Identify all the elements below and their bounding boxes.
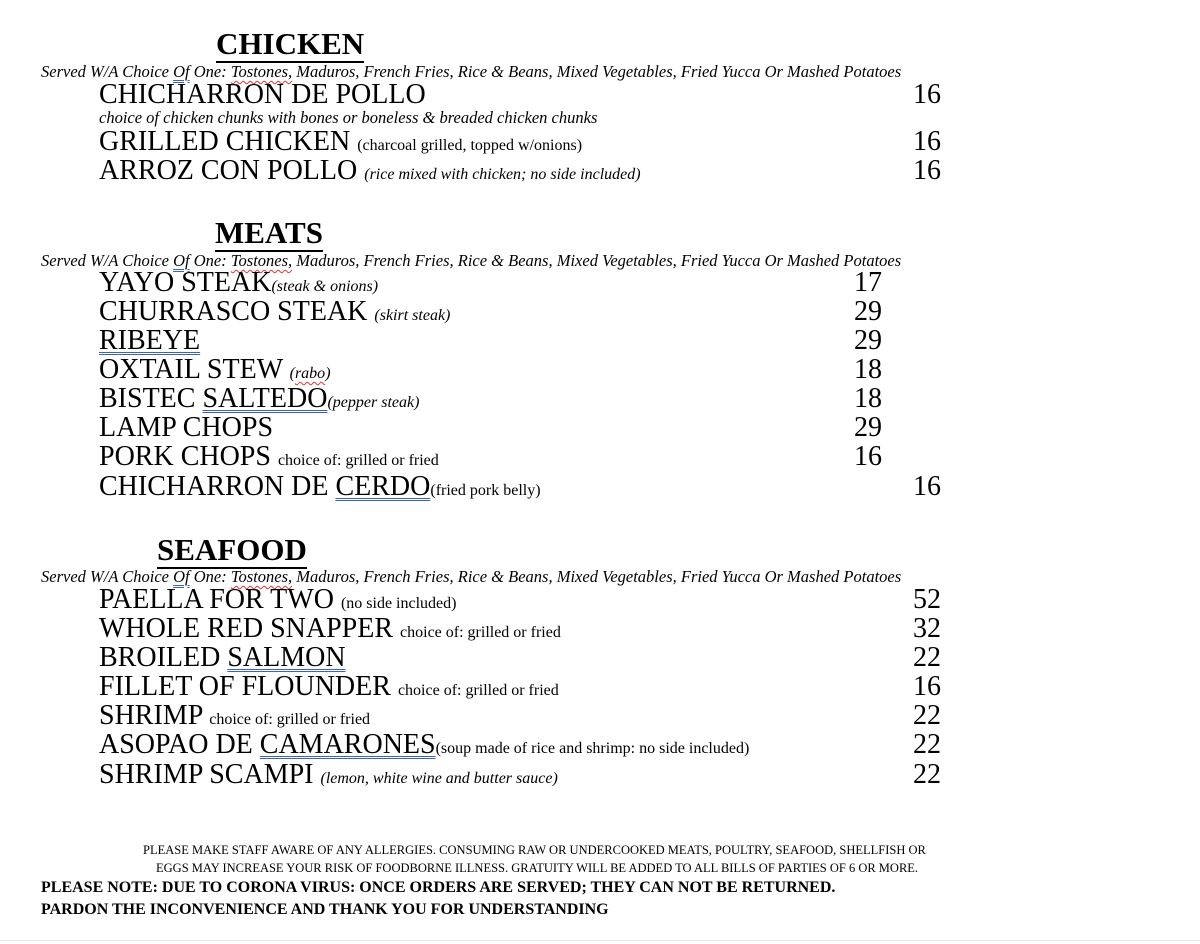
price-ribeye: 29 [854,325,882,356]
price-asopao-de-camarones: 22 [913,729,941,760]
menu-item-broiled-salmon: BROILED SALMON [99,642,346,673]
price-arroz-con-pollo: 16 [913,155,941,186]
menu-item-lamp-chops: LAMP CHOPS [99,412,274,443]
price-shrimp: 22 [913,700,941,731]
menu-item-ribeye: RIBEYE [99,325,201,356]
price-lamp-chops: 29 [854,412,882,443]
section-title-chicken: CHICKEN [216,26,365,61]
menu-item-oxtail-stew: OXTAIL STEW (rabo) [99,354,331,385]
menu-item-churrasco-steak: CHURRASCO STEAK (skirt steak) [99,296,451,327]
served-with-note-chicken: Served W/A Choice Of One: Tostones, Maduros, French Fries, Rice & Beans, Mixed Vegetables, Fried Yucca Or Mashed Potatoes [41,62,902,81]
price-chicharron-de-cerdo: 16 [913,471,941,502]
price-pork-chops: 16 [854,441,882,472]
price-fillet-of-flounder: 16 [913,671,941,702]
price-paella-for-two: 52 [913,584,941,615]
section-title-seafood: SEAFOOD [157,532,307,567]
menu-item-shrimp-scampi: SHRIMP SCAMPI (lemon, white wine and butter sauce) [99,759,558,790]
menu-item-bistec-saltedo: BISTEC SALTEDO(pepper steak) [99,383,420,414]
menu-item-whole-red-snapper: WHOLE RED SNAPPER choice of: grilled or fried [99,613,561,644]
menu-item-grilled-chicken: GRILLED CHICKEN (charcoal grilled, topped w/onions) [99,126,583,157]
price-oxtail-stew: 18 [854,354,882,385]
price-churrasco-steak: 29 [854,296,882,327]
price-bistec-saltedo: 18 [854,383,882,414]
menu-item-shrimp: SHRIMP choice of: grilled or fried [99,700,371,731]
served-with-note-meats: Served W/A Choice Of One: Tostones, Maduros, French Fries, Rice & Beans, Mixed Vegetables, Fried Yucca Or Mashed Potatoes [41,251,902,270]
menu-item-chicharron-de-pollo: CHICHARRON DE POLLO [99,79,426,110]
menu-item-fillet-of-flounder: FILLET OF FLOUNDER choice of: grilled or fried [99,671,559,702]
price-yayo-steak: 17 [854,267,882,298]
section-title-meats: MEATS [215,215,323,250]
menu-item-asopao-de-camarones: ASOPAO DE CAMARONES(soup made of rice and shrimp: no side included) [99,729,750,760]
allergy-notice-line-1: PLEASE MAKE STAFF AWARE OF ANY ALLERGIES. CONSUMING RAW OR UNDERCOOKED MEATS, POULTRY, SEAFOOD, SHELLFISH OR [143,843,926,857]
menu-item-yayo-steak: YAYO STEAK(steak & onions) [99,267,379,298]
page-bottom-divider [0,940,1200,941]
menu-item-pork-chops: PORK CHOPS choice of: grilled or fried [99,441,439,472]
corona-note-line-2: PARDON THE INCONVENIENCE AND THANK YOU FOR UNDERSTANDING [41,901,609,918]
price-grilled-chicken: 16 [913,126,941,157]
served-with-note-seafood: Served W/A Choice Of One: Tostones, Maduros, French Fries, Rice & Beans, Mixed Vegetables, Fried Yucca Or Mashed Potatoes [41,567,902,586]
price-shrimp-scampi: 22 [913,759,941,790]
corona-note-line-1: PLEASE NOTE: DUE TO CORONA VIRUS: ONCE ORDERS ARE SERVED; THEY CAN NOT BE RETURNED. [41,879,836,896]
price-whole-red-snapper: 32 [913,613,941,644]
menu-item-paella-for-two: PAELLA FOR TWO (no side included) [99,584,457,615]
price-chicharron-de-pollo: 16 [913,79,941,110]
price-broiled-salmon: 22 [913,642,941,673]
menu-item-chicharron-de-cerdo: CHICHARRON DE CERDO(fried pork belly) [99,471,541,502]
desc-chicharron-de-pollo: choice of chicken chunks with bones or boneless & breaded chicken chunks [99,108,598,127]
menu-item-arroz-con-pollo: ARROZ CON POLLO (rice mixed with chicken; no side included) [99,155,641,186]
allergy-notice-line-2: EGGS MAY INCREASE YOUR RISK OF FOODBORNE ILLNESS. GRATUITY WILL BE ADDED TO ALL BILLS OF PARTIES OF 6 OR MORE. [156,861,919,875]
